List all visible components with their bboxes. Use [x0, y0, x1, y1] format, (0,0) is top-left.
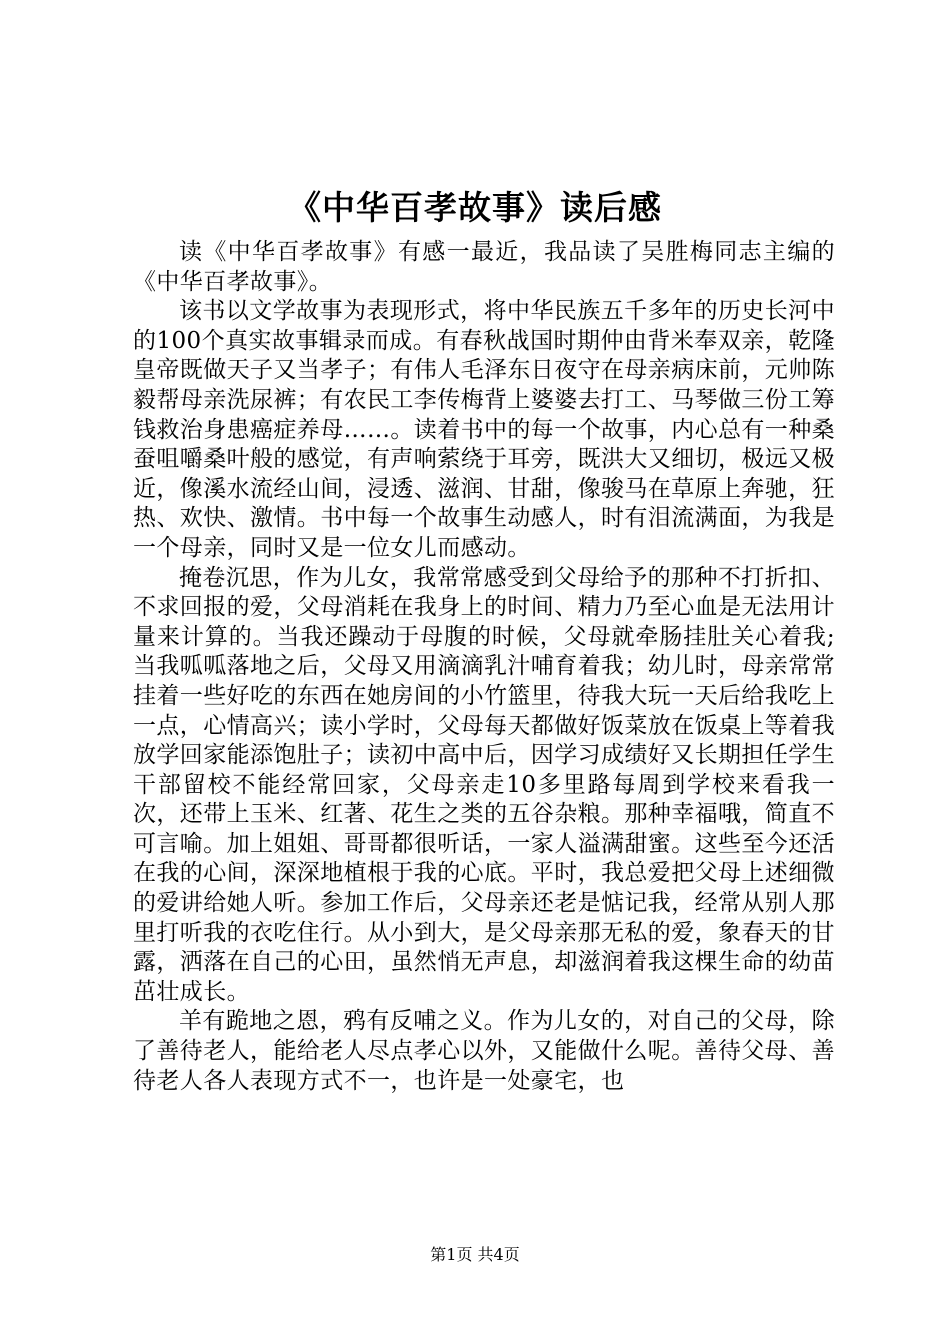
- document-title: 《中华百孝故事》读后感: [288, 188, 662, 227]
- paragraph: 掩卷沉思，作为儿女，我常常感受到父母给予的那种不打折扣、不求回报的爱，父母消耗在我身上的时间、精力乃至心血是无法用计量来计算的。当我还躁动于母腹的时候，父母就牵肠挂肚关心着我;当我呱呱落地之后，父母又用滴滴乳汁哺育着我；幼儿时，母亲常常挂着一些好吃的东西在她房间的小竹篮里，待我大玩一天后给我吃上一点，心情高兴；读小学时，父母每天都做好饭菜放在饭桌上等着我放学回家能添饱肚子；读初中高中后，因学习成绩好又长期担任学生干部留校不能经常回家，父母亲走10多里路每周到学校来看我一次，还带上玉米、红著、花生之类的五谷杂粮。那种幸福哦，简直不可言喻。加上姐姐、哥哥都很听话，一家人溢满甜蜜。这些至今还活在我的心间，深深地植根于我的心底。平时，我总爱把父母上述细微的爱讲给她人听。参加工作后，父母亲还老是惦记我，经常从别人那里打听我的衣吃住行。从小到大，是父母亲那无私的爱，象春天的甘露，洒落在自己的心田，虽然悄无声息，却滋润着我这棵生命的幼苗茁壮成长。: [133, 564, 835, 1005]
- page-number-footer: 第1页 共4页: [430, 1245, 520, 1264]
- paragraph: 该书以文学故事为表现形式，将中华民族五千多年的历史长河中的100个真实故事辑录而成。有春秋战国时期仲由背米奉双亲，乾隆皇帝既做天子又当孝子；有伟人毛泽东日夜守在母亲病床前，元帅陈毅帮母亲洗尿裤；有农民工李传梅背上婆婆去打工、马琴做三份工筹钱救治身患癌症养母……。读着书中的每一个故事，内心总有一种桑蚕咀嚼桑叶般的感觉，有声响萦绕于耳旁，既洪大又细切，极远又极近，像溪水流经山间，浸透、滋润、甘甜，像骏马在草原上奔驰，狂热、欢快、激情。书中每一个故事生动感人，时有泪流满面，为我是一个母亲，同时又是一位女儿而感动。: [133, 298, 835, 561]
- paragraph: 读《中华百孝故事》有感一最近，我品读了吴胜梅同志主编的《中华百孝故事》。: [133, 239, 835, 295]
- document-body: [133, 238, 835, 1096]
- paragraph: 羊有跪地之恩，鸦有反哺之义。作为儿女的，对自己的父母，除了善待老人，能给老人尽点孝心以外，又能做什么呢。善待父母、善待老人各人表现方式不一，也许是一处豪宅，也: [133, 1008, 835, 1094]
